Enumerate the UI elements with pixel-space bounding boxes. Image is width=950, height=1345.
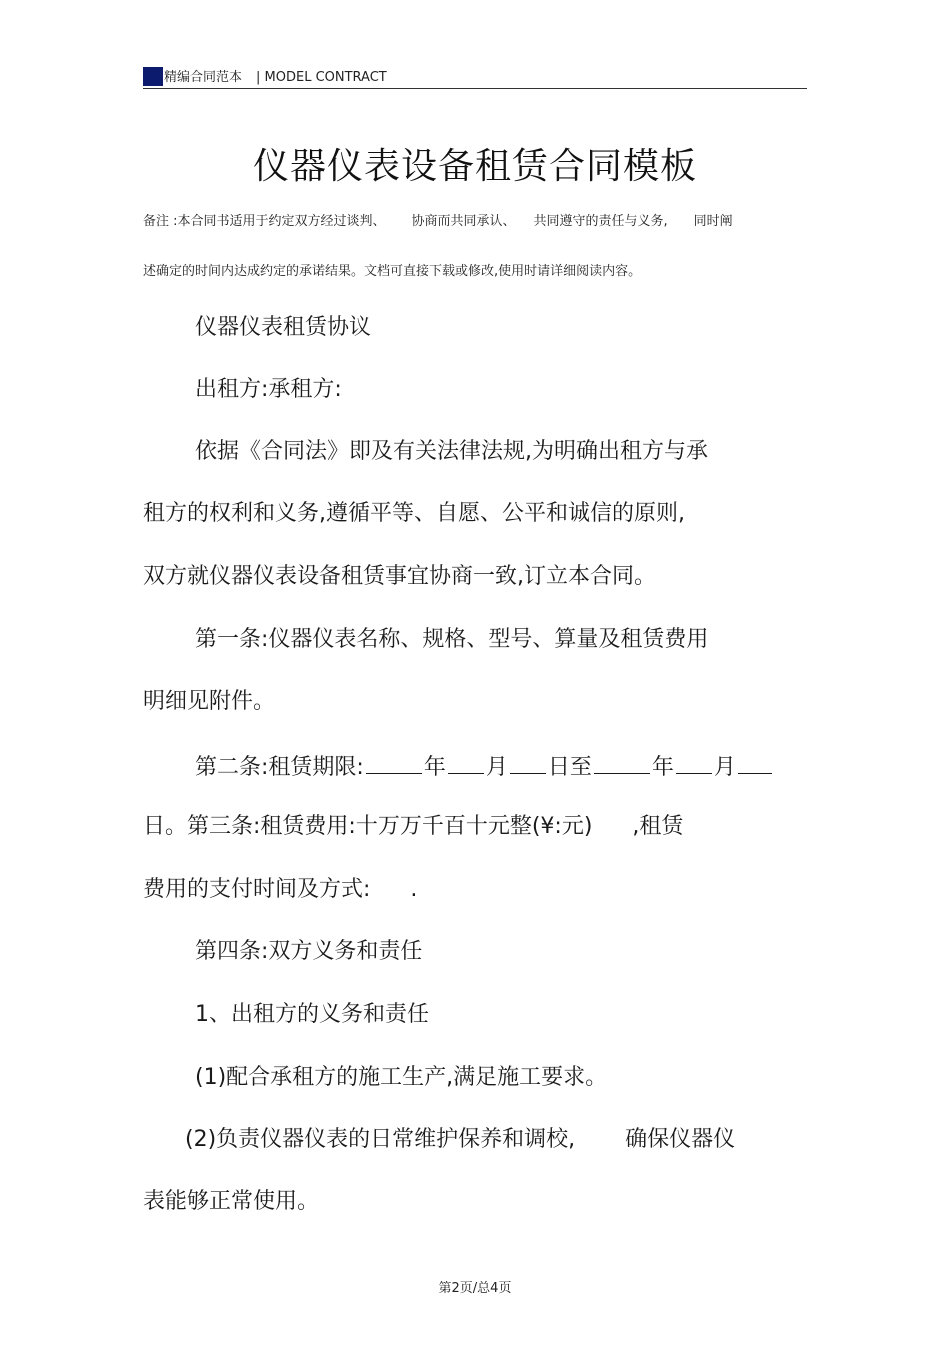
header-divider — [143, 88, 807, 89]
blank-year-end[interactable] — [594, 753, 650, 774]
duty-2-tail: 确保仪器仪 — [625, 1127, 736, 1152]
note-line-2: 述确定的时间内达成约定的承诺结果。文档可直接下载或修改,使用时请详细阅读内容。 — [143, 264, 642, 279]
article-3-text: 日。第三条:租赁费用:十万万千百十元整(¥:元) — [143, 814, 593, 839]
note-segment: 共同遵守的责任与义务, — [533, 214, 668, 229]
note-line-1 — [143, 210, 733, 229]
article-3-fee — [143, 816, 683, 838]
header-brand: 精编合同范本 — [164, 70, 243, 85]
paragraph-basis-line-1: 依据《合同法》即及有关法律法规,为明确出租方与承 — [195, 439, 708, 464]
lessor-duty-2-line-2: 表能够正常使用。 — [143, 1189, 320, 1214]
logo-square-icon — [143, 67, 163, 86]
blank-month-end[interactable] — [676, 753, 712, 774]
header-tag: | MODEL CONTRACT — [256, 70, 387, 85]
blank-month-start[interactable] — [448, 753, 484, 774]
article-1-line-1: 第一条:仪器仪表名称、规格、型号、算量及租赁费用 — [195, 627, 709, 652]
unit-month: 月 — [713, 755, 736, 780]
blank-day-end[interactable] — [738, 753, 772, 774]
duty-2-text: (2)负责仪器仪表的日常维护保养和调校, — [185, 1127, 576, 1152]
article-1-line-2: 明细见附件。 — [143, 689, 276, 714]
paragraph-basis-line-2: 租方的权利和义务,遵循平等、自愿、公平和诚信的原则, — [143, 501, 685, 526]
lessor-duty-1: (1)配合承租方的施工生产,满足施工要求。 — [195, 1065, 608, 1090]
note-segment: 备注 :本合同书适用于约定双方经过谈判、 — [143, 214, 386, 229]
unit-month: 月 — [485, 755, 508, 780]
lessor-duty-2-line-1 — [185, 1129, 735, 1151]
blank-year-start[interactable] — [366, 753, 422, 774]
article-3-payment — [143, 879, 417, 901]
article-3-tail: ,租赁 — [632, 814, 684, 839]
paragraph-agreement-name: 仪器仪表租赁协议 — [195, 315, 372, 340]
article-4-heading: 第四条:双方义务和责任 — [195, 939, 423, 964]
paragraph-basis-line-3: 双方就仪器仪表设备租赁事宜协商一致,订立本合同。 — [143, 564, 656, 589]
header-bar — [164, 66, 387, 85]
blank-day-start[interactable] — [510, 753, 546, 774]
paragraph-parties: 出租方:承租方: — [195, 377, 342, 402]
unit-year: 年 — [423, 755, 446, 780]
note-segment: 同时阐 — [693, 214, 733, 229]
document-title: 仪器仪表设备租赁合同模板 — [252, 146, 697, 187]
page-number: 第2页/总4页 — [438, 1281, 512, 1296]
note-segment: 协商而共同承认、 — [411, 214, 516, 229]
article-2-label: 第二条:租赁期限: — [195, 755, 364, 780]
article-2-term — [195, 753, 774, 779]
payment-label: 费用的支付时间及方式: — [143, 877, 371, 902]
payment-end: . — [410, 877, 418, 902]
lessor-duties-heading: 1、出租方的义务和责任 — [195, 1002, 429, 1027]
unit-day-to: 日至 — [547, 755, 592, 780]
unit-year: 年 — [651, 755, 674, 780]
